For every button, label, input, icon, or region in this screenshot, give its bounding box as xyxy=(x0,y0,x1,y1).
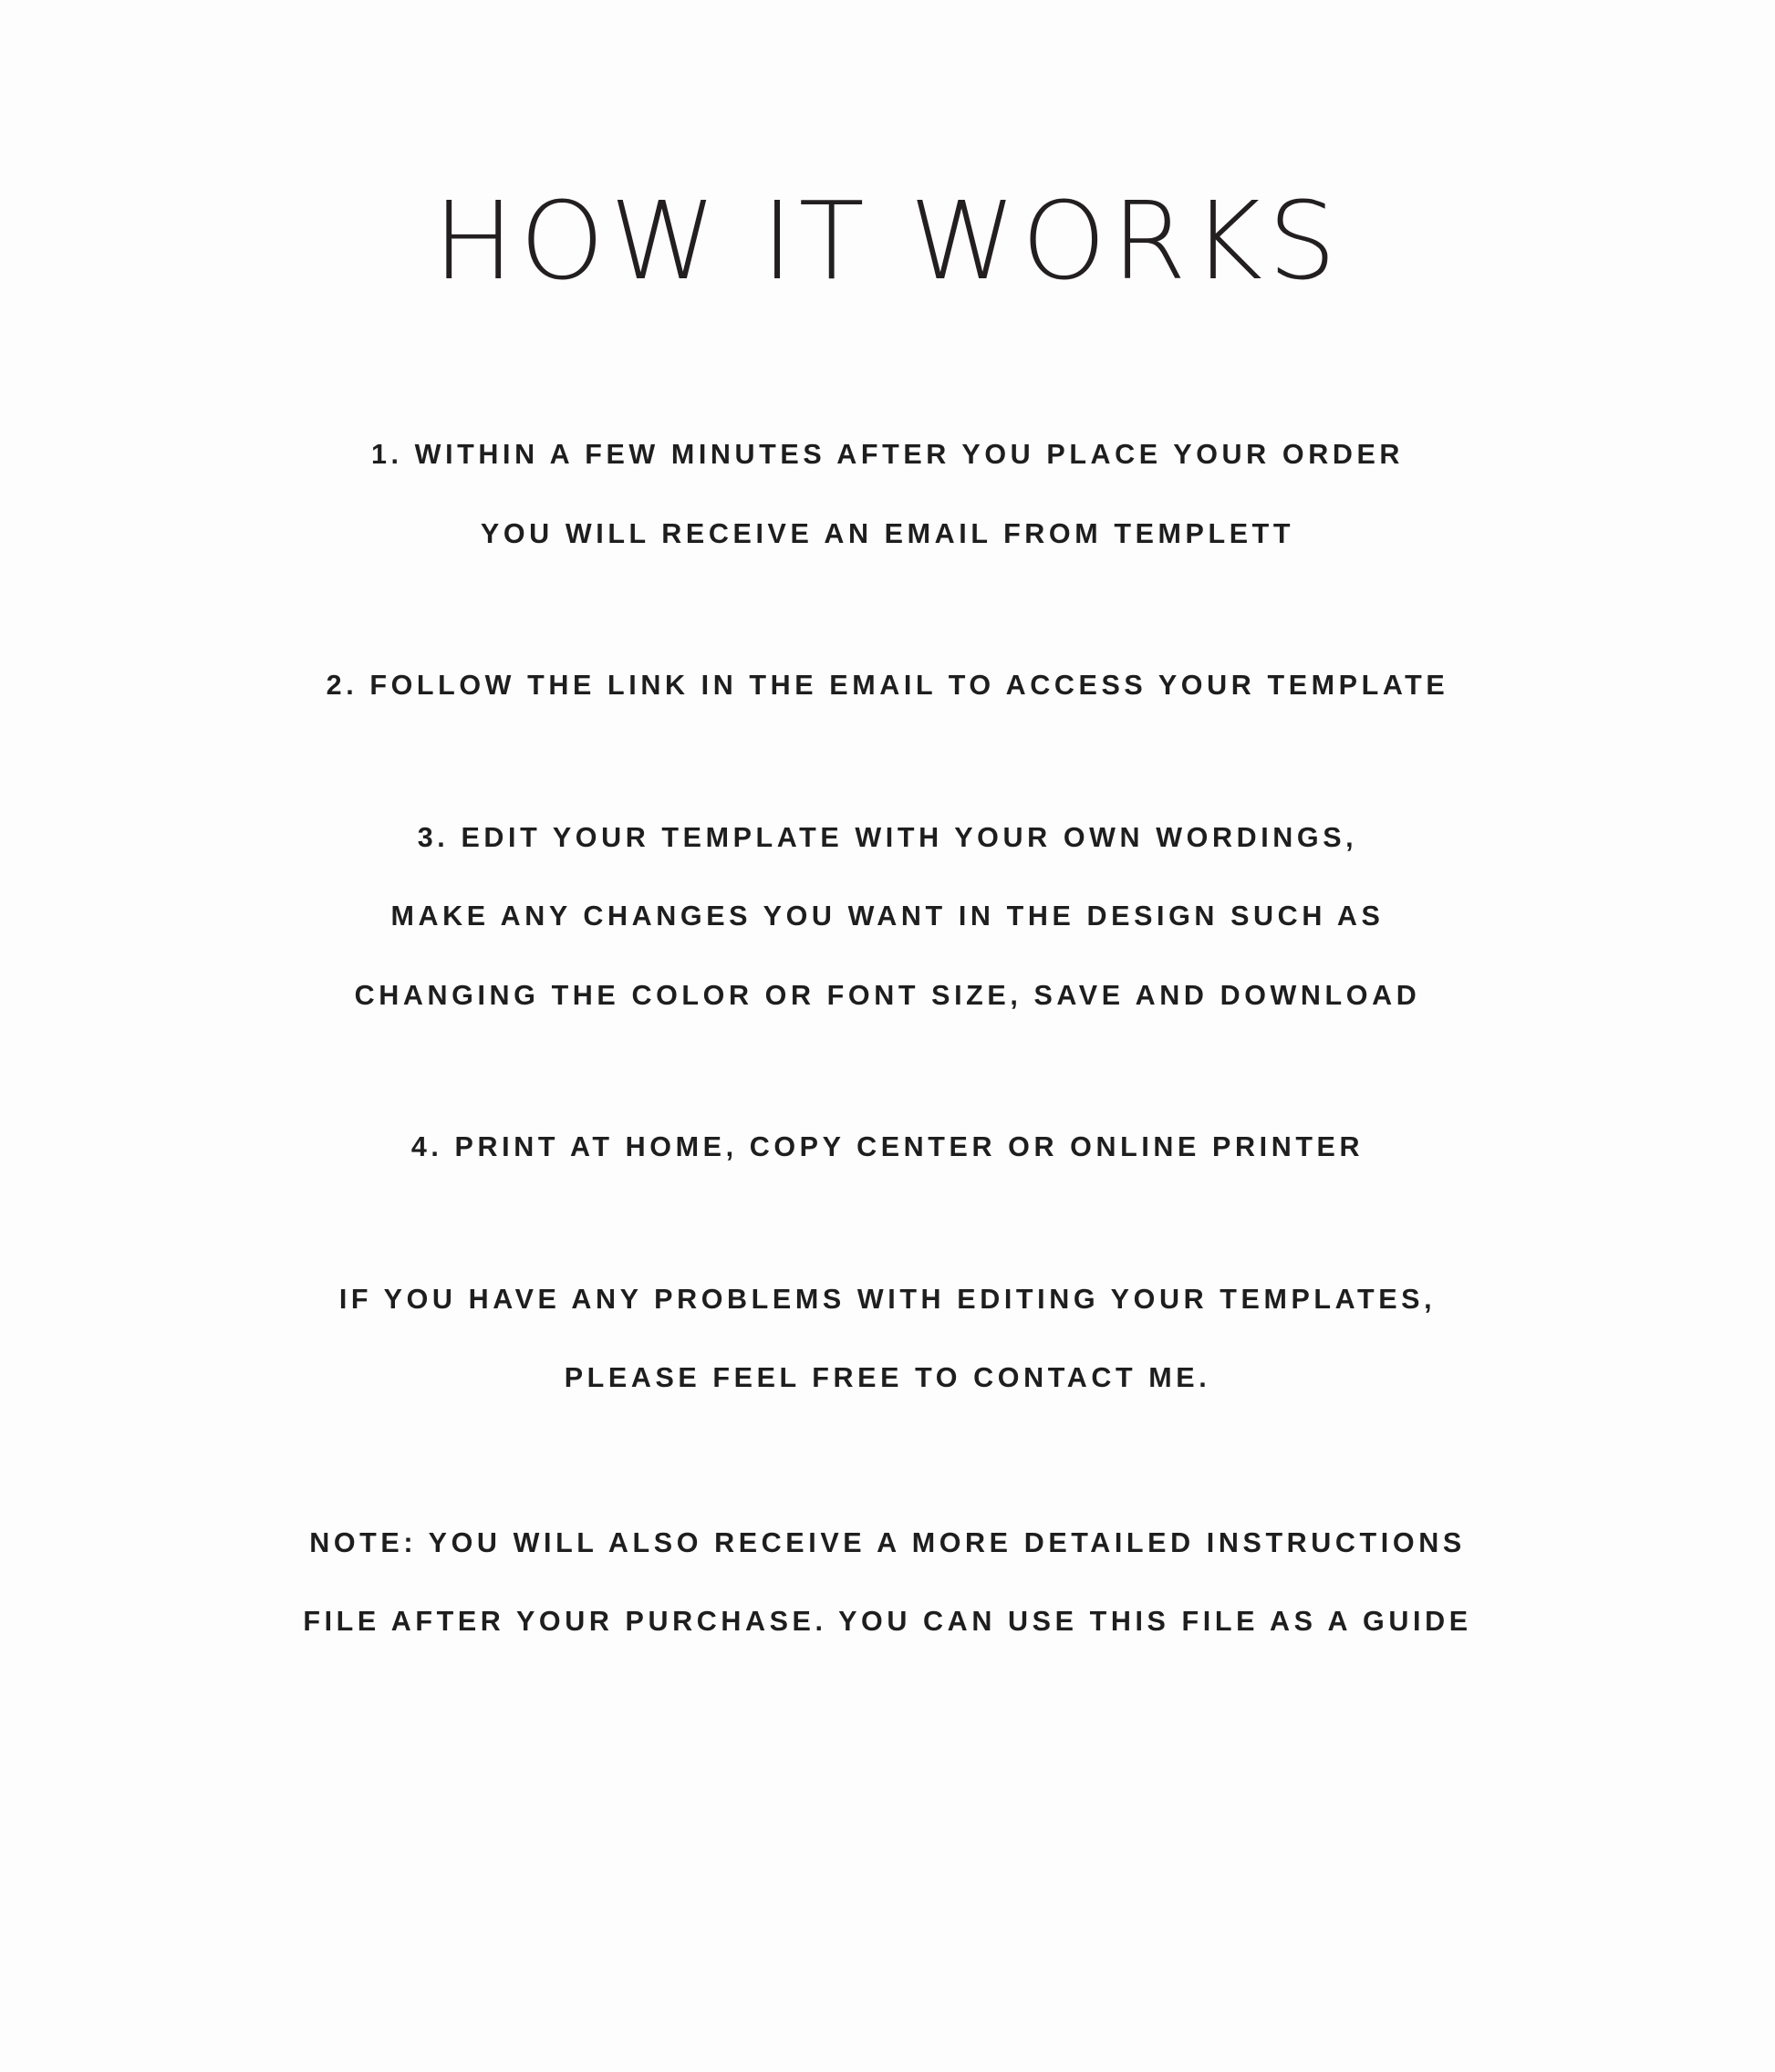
step-2-line-1: 2. FOLLOW THE LINK IN THE EMAIL TO ACCESS YOUR TEMPLATE xyxy=(326,670,1449,701)
step-2 xyxy=(140,672,1635,700)
step-1 xyxy=(140,441,1635,547)
step-3-line-1: 3. EDIT YOUR TEMPLATE WITH YOUR OWN WORDINGS, xyxy=(417,821,1358,853)
support-note-line-2: PLEASE FEEL FREE TO CONTACT ME. xyxy=(564,1362,1211,1393)
footer-note-line-2: FILE AFTER YOUR PURCHASE. YOU CAN USE THIS FILE AS A GUIDE xyxy=(303,1606,1472,1637)
instructions-list xyxy=(140,441,1635,1636)
support-note xyxy=(140,1283,1635,1393)
step-3-line-3: CHANGING THE COLOR OR FONT SIZE, SAVE AND DOWNLOAD xyxy=(354,979,1421,1011)
step-3-line-2: MAKE ANY CHANGES YOU WANT IN THE DESIGN SUCH AS xyxy=(390,901,1385,932)
step-1-line-2: YOU WILL RECEIVE AN EMAIL FROM TEMPLETT xyxy=(480,517,1295,549)
support-note-line-1: IF YOU HAVE ANY PROBLEMS WITH EDITING YOUR TEMPLATES, xyxy=(338,1283,1437,1315)
page-title: HOW IT WORKS xyxy=(432,178,1342,304)
footer-note xyxy=(140,1526,1635,1637)
step-4 xyxy=(140,1133,1635,1161)
step-3 xyxy=(140,821,1635,1011)
step-1-line-1: 1. WITHIN A FEW MINUTES AFTER YOU PLACE YOUR ORDER xyxy=(370,439,1405,470)
step-4-line-1: 4. PRINT AT HOME, COPY CENTER OR ONLINE PRINTER xyxy=(410,1131,1365,1162)
footer-note-line-1: NOTE: YOU WILL ALSO RECEIVE A MORE DETAILED INSTRUCTIONS xyxy=(309,1526,1466,1558)
